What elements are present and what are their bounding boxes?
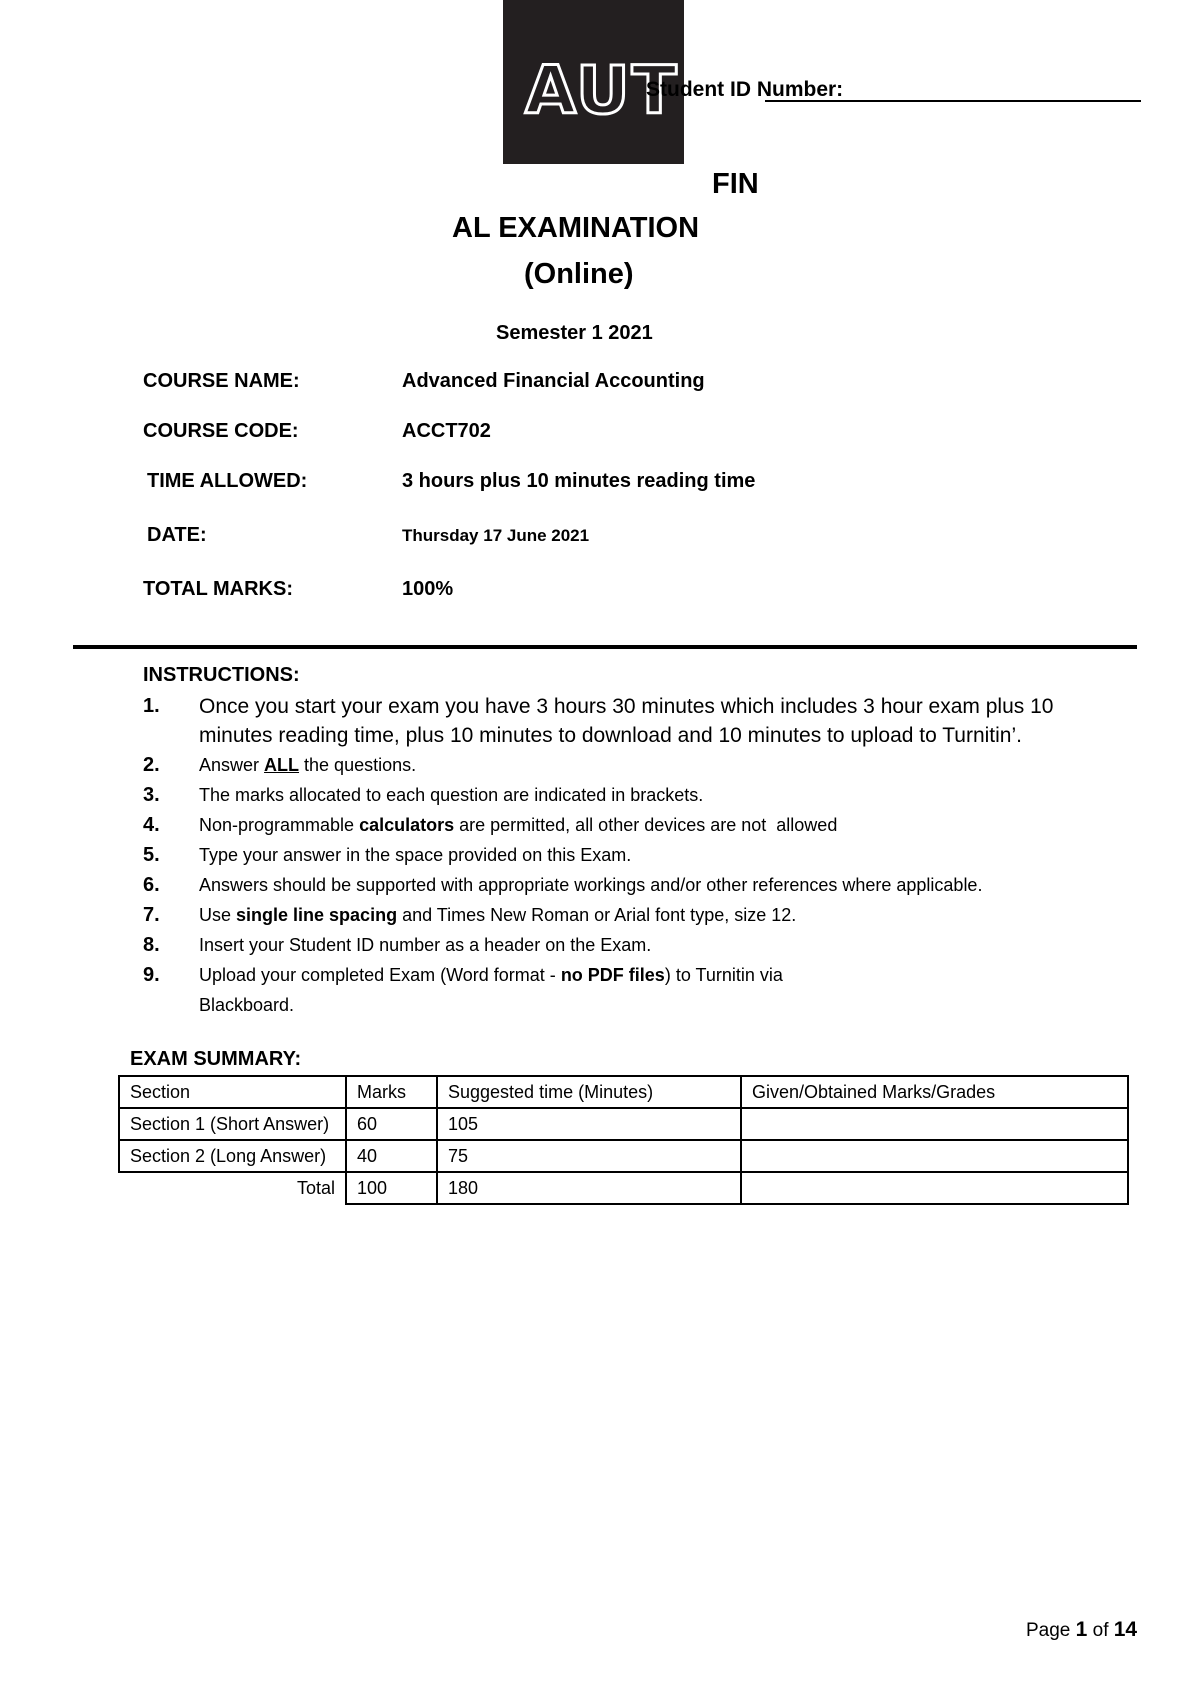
item-text: Answers should be supported with appropriate workings and/or other references where applicable. xyxy=(199,875,983,895)
table-row xyxy=(119,1108,1128,1140)
table-row xyxy=(119,1140,1128,1172)
table-cell: 60 xyxy=(346,1108,437,1140)
item-text: Once you start your exam you have 3 hours 30 minutes which includes 3 hour exam plus 10 minutes reading time, plus 10 minutes to download and 10 minutes to upload to Turnitin’. xyxy=(199,695,1054,747)
instruction-item xyxy=(143,780,1123,810)
table-total-row xyxy=(119,1172,1128,1204)
course-code-label: COURSE CODE: xyxy=(143,420,299,442)
exam-summary-table xyxy=(118,1075,1129,1205)
column-header: Suggested time (Minutes) xyxy=(437,1076,741,1108)
table-cell: 100 xyxy=(346,1172,437,1204)
course-name-value: Advanced Financial Accounting xyxy=(402,370,705,392)
instructions-list xyxy=(143,692,1123,1020)
item-text: Type your answer in the space provided on this Exam. xyxy=(199,845,632,865)
instruction-item xyxy=(143,930,1123,960)
table-header-row xyxy=(119,1076,1128,1108)
item-number: 1. xyxy=(143,695,160,717)
total-label: Total xyxy=(119,1172,346,1204)
instruction-item xyxy=(143,870,1123,900)
instruction-item xyxy=(143,750,1123,780)
time-allowed-label: TIME ALLOWED: xyxy=(147,470,308,492)
column-header: Marks xyxy=(346,1076,437,1108)
exam-title-line-3: (Online) xyxy=(524,258,634,290)
item-number: 2. xyxy=(143,754,160,776)
student-id-label: Student ID Number: xyxy=(646,78,844,101)
item-text: are permitted, all other devices are not allowed xyxy=(454,815,838,835)
item-text: Answer xyxy=(199,755,265,775)
item-emphasis: ALL xyxy=(264,755,300,775)
item-text: Insert your Student ID number as a header on the Exam. xyxy=(199,935,652,955)
table-cell xyxy=(741,1140,1128,1172)
logo-text: AUT xyxy=(525,52,679,129)
item-number: 7. xyxy=(143,904,160,926)
page-of: of xyxy=(1087,1620,1114,1641)
item-text: The marks allocated to each question are indicated in brackets. xyxy=(199,785,704,805)
time-allowed-value: 3 hours plus 10 minutes reading time xyxy=(402,470,756,492)
instruction-item xyxy=(143,692,1123,750)
page-prefix: Page xyxy=(1026,1620,1076,1641)
total-marks-value: 100% xyxy=(402,578,454,600)
item-emphasis: calculators xyxy=(359,815,455,835)
course-name-label: COURSE NAME: xyxy=(143,370,300,392)
item-text: ) to Turnitin via Blackboard. xyxy=(199,965,783,1015)
table-cell xyxy=(741,1108,1128,1140)
instruction-item xyxy=(143,810,1123,840)
date-label: DATE: xyxy=(147,524,207,546)
item-number: 4. xyxy=(143,814,160,836)
item-text: the questions. xyxy=(299,755,417,775)
divider xyxy=(73,645,1137,649)
item-text: Non-programmable xyxy=(199,815,360,835)
table-cell: Section 1 (Short Answer) xyxy=(119,1108,346,1140)
table-cell: 40 xyxy=(346,1140,437,1172)
page-total: 14 xyxy=(1113,1618,1138,1641)
item-number: 9. xyxy=(143,964,160,986)
table-cell: 75 xyxy=(437,1140,741,1172)
instruction-item xyxy=(143,840,1123,870)
item-text: Upload your completed Exam (Word format - xyxy=(199,965,561,985)
column-header: Section xyxy=(119,1076,346,1108)
item-number: 3. xyxy=(143,784,160,806)
exam-title-line-1: FIN xyxy=(712,168,759,200)
course-code-value: ACCT702 xyxy=(402,420,491,442)
item-text: and Times New Roman or Arial font type, size 12. xyxy=(397,905,797,925)
instructions-heading: INSTRUCTIONS: xyxy=(143,664,300,686)
total-marks-label: TOTAL MARKS: xyxy=(143,578,293,600)
item-number: 5. xyxy=(143,844,160,866)
exam-title-line-2: AL EXAMINATION xyxy=(452,212,700,244)
item-emphasis: no PDF files xyxy=(560,965,665,985)
instruction-item xyxy=(143,960,859,1020)
semester: Semester 1 2021 xyxy=(496,322,653,344)
page-number xyxy=(1026,1618,1137,1642)
item-text: Use xyxy=(199,905,237,925)
exam-summary-heading: EXAM SUMMARY: xyxy=(130,1048,302,1070)
column-header: Given/Obtained Marks/Grades xyxy=(741,1076,1128,1108)
table-cell: 105 xyxy=(437,1108,741,1140)
table-cell: Section 2 (Long Answer) xyxy=(119,1140,346,1172)
date-value: Thursday 17 June 2021 xyxy=(402,526,590,545)
page-current: 1 xyxy=(1075,1618,1088,1641)
instruction-item xyxy=(143,900,1123,930)
item-number: 6. xyxy=(143,874,160,896)
item-emphasis: single line spacing xyxy=(236,905,398,925)
student-id-line xyxy=(765,100,1141,102)
table-cell xyxy=(741,1172,1128,1204)
item-number: 8. xyxy=(143,934,160,956)
table-cell: 180 xyxy=(437,1172,741,1204)
